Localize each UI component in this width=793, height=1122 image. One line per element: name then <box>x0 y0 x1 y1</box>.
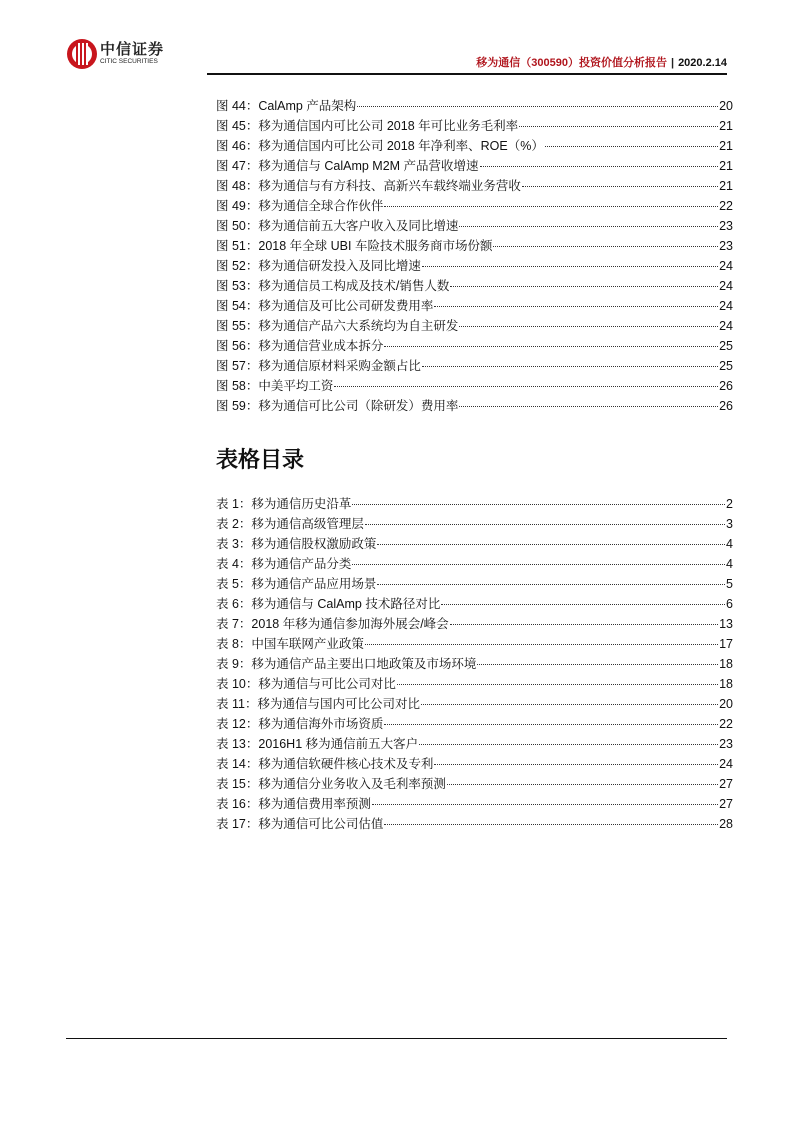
dot-leader <box>365 644 718 645</box>
toc-entry[interactable] <box>216 714 733 734</box>
toc-entry-label: 表 14：移为通信软硬件核心技术及专利 <box>216 757 434 771</box>
toc-entry[interactable] <box>216 674 733 694</box>
dot-leader <box>422 366 718 367</box>
toc-entry-page: 26 <box>719 399 733 413</box>
toc-entry-label: 图 51：2018 年全球 UBI 车险技术服务商市场份额 <box>216 239 493 253</box>
toc-entry[interactable] <box>216 196 733 216</box>
toc-entry-label: 表 7：2018 年移为通信参加海外展会/峰会 <box>216 617 449 631</box>
dot-leader <box>519 126 718 127</box>
dot-leader <box>459 406 718 407</box>
toc-entry[interactable] <box>216 514 733 534</box>
dot-leader <box>334 386 718 387</box>
dot-leader <box>459 226 718 227</box>
toc-entry-page: 27 <box>719 777 733 791</box>
dot-leader <box>372 804 718 805</box>
toc-entry[interactable] <box>216 116 733 136</box>
dot-leader <box>480 166 719 167</box>
toc-entry-label: 表 1：移为通信历史沿革 <box>216 497 352 511</box>
toc-entry-label: 图 56：移为通信营业成本拆分 <box>216 339 384 353</box>
page-header <box>476 54 727 70</box>
toc-entry-label: 表 16：移为通信费用率预测 <box>216 797 371 811</box>
toc-entry[interactable] <box>216 336 733 356</box>
header-rule <box>207 73 727 75</box>
dot-leader <box>434 306 718 307</box>
logo-cn-text: 中信证券 <box>100 41 165 59</box>
toc-entry[interactable] <box>216 534 733 554</box>
dot-leader <box>450 286 718 287</box>
toc-entry-page: 18 <box>719 657 733 671</box>
toc-entry[interactable] <box>216 614 733 634</box>
toc-entry-label: 图 53：移为通信员工构成及技术/销售人数 <box>216 279 450 293</box>
toc-entry[interactable] <box>216 734 733 754</box>
toc-entry-page: 25 <box>719 339 733 353</box>
toc-entry-page: 18 <box>719 677 733 691</box>
toc-entry-page: 20 <box>719 697 733 711</box>
toc-entry[interactable] <box>216 694 733 714</box>
toc-entry-label: 图 49：移为通信全球合作伙伴 <box>216 199 384 213</box>
toc-entry-page: 24 <box>719 299 733 313</box>
dot-leader <box>377 584 725 585</box>
toc-entry-page: 21 <box>719 179 733 193</box>
toc-entry-label: 图 47：移为通信与 CalAmp M2M 产品营收增速 <box>216 159 479 173</box>
toc-entry[interactable] <box>216 376 733 396</box>
dot-leader <box>522 186 718 187</box>
dot-leader <box>365 524 725 525</box>
toc-entry-page: 26 <box>719 379 733 393</box>
toc-entry-page: 24 <box>719 279 733 293</box>
toc-entry-label: 图 45：移为通信国内可比公司 2018 年可比业务毛利率 <box>216 119 519 133</box>
dot-leader <box>450 624 718 625</box>
toc-entry[interactable] <box>216 236 733 256</box>
toc-entry-label: 表 5：移为通信产品应用场景 <box>216 577 377 591</box>
toc-entry[interactable] <box>216 494 733 514</box>
toc-entry[interactable] <box>216 176 733 196</box>
toc-entry[interactable] <box>216 396 733 416</box>
toc-entry-page: 27 <box>719 797 733 811</box>
toc-entry-page: 22 <box>719 199 733 213</box>
toc-entry-page: 21 <box>719 119 733 133</box>
toc-entry-label: 图 55：移为通信产品六大系统均为自主研发 <box>216 319 459 333</box>
toc-entry[interactable] <box>216 574 733 594</box>
toc-entry[interactable] <box>216 136 733 156</box>
dot-leader <box>477 664 718 665</box>
toc-entry-page: 23 <box>719 219 733 233</box>
toc-entry-label: 图 46：移为通信国内可比公司 2018 年净利率、ROE（%） <box>216 139 544 153</box>
toc-entry-page: 28 <box>719 817 733 831</box>
toc-entry-label: 表 12：移为通信海外市场资质 <box>216 717 384 731</box>
toc-entry-page: 3 <box>726 517 733 531</box>
toc-entry[interactable] <box>216 356 733 376</box>
toc-entry-label: 图 59：移为通信可比公司（除研发）费用率 <box>216 399 459 413</box>
toc-entry-page: 22 <box>719 717 733 731</box>
dot-leader <box>357 106 718 107</box>
toc-entry-label: 表 2：移为通信高级管理层 <box>216 517 364 531</box>
toc-entry-page: 23 <box>719 737 733 751</box>
toc-entry-label: 图 52：移为通信研发投入及同比增速 <box>216 259 421 273</box>
toc-entry[interactable] <box>216 256 733 276</box>
dot-leader <box>384 206 718 207</box>
report-date: 2020.2.14 <box>678 57 727 69</box>
dot-leader <box>384 346 718 347</box>
dot-leader <box>384 724 718 725</box>
toc-entry[interactable] <box>216 296 733 316</box>
toc-entry-label: 表 3：移为通信股权激励政策 <box>216 537 377 551</box>
toc-entry-page: 24 <box>719 757 733 771</box>
dot-leader <box>545 146 718 147</box>
dot-leader <box>377 544 725 545</box>
toc-entry-label: 表 13：2016H1 移为通信前五大客户 <box>216 737 419 751</box>
toc-entry-label: 表 6：移为通信与 CalAmp 技术路径对比 <box>216 597 441 611</box>
toc-entry-label: 图 44：CalAmp 产品架构 <box>216 99 357 113</box>
toc-entry-page: 6 <box>726 597 733 611</box>
toc-entry[interactable] <box>216 754 733 774</box>
toc-entry-label: 表 8：中国车联网产业政策 <box>216 637 364 651</box>
dot-leader <box>421 704 718 705</box>
toc-entry-page: 5 <box>726 577 733 591</box>
toc-entry[interactable] <box>216 794 733 814</box>
toc-entry-label: 表 9：移为通信产品主要出口地政策及市场环境 <box>216 657 477 671</box>
dot-leader <box>352 564 725 565</box>
toc-entry-page: 21 <box>719 139 733 153</box>
citic-securities-logo <box>67 39 164 69</box>
dot-leader <box>493 246 718 247</box>
toc-entry-page: 20 <box>719 99 733 113</box>
dot-leader <box>434 764 718 765</box>
toc-entry[interactable] <box>216 276 733 296</box>
toc-entry[interactable] <box>216 316 733 336</box>
toc-entry-label: 表 15：移为通信分业务收入及毛利率预测 <box>216 777 446 791</box>
table-index <box>216 494 733 834</box>
toc-entry-page: 21 <box>719 159 733 173</box>
toc-entry[interactable] <box>216 594 733 614</box>
dot-leader <box>352 504 725 505</box>
logo-en-text: CITIC SECURITIES <box>100 58 158 66</box>
toc-entry-page: 2 <box>726 497 733 511</box>
toc-entry[interactable] <box>216 156 733 176</box>
toc-entry-page: 4 <box>726 557 733 571</box>
tables-section-title: 表格目录 <box>216 447 305 472</box>
toc-entry-page: 24 <box>719 259 733 273</box>
toc-entry-page: 25 <box>719 359 733 373</box>
toc-entry-page: 24 <box>719 319 733 333</box>
toc-entry[interactable] <box>216 96 733 116</box>
dot-leader <box>447 784 718 785</box>
toc-entry-label: 表 4：移为通信产品分类 <box>216 557 352 571</box>
dot-leader <box>441 604 725 605</box>
toc-entry-label: 图 54：移为通信及可比公司研发费用率 <box>216 299 434 313</box>
toc-entry[interactable] <box>216 774 733 794</box>
dot-leader <box>459 326 718 327</box>
toc-entry-page: 13 <box>719 617 733 631</box>
toc-entry[interactable] <box>216 634 733 654</box>
citic-logo-icon <box>67 39 97 69</box>
toc-entry-label: 图 48：移为通信与有方科技、高新兴车载终端业务营收 <box>216 179 521 193</box>
figure-index <box>216 96 733 416</box>
toc-entry-page: 17 <box>719 637 733 651</box>
toc-entry[interactable] <box>216 654 733 674</box>
toc-entry-label: 图 57：移为通信原材料采购金额占比 <box>216 359 421 373</box>
dot-leader <box>422 266 718 267</box>
footer-rule <box>66 1038 727 1039</box>
report-title: 移为通信（300590）投资价值分析报告 <box>476 57 667 69</box>
toc-entry[interactable] <box>216 216 733 236</box>
toc-entry-label: 表 11：移为通信与国内可比公司对比 <box>216 697 420 711</box>
dot-leader <box>384 824 718 825</box>
dot-leader <box>397 684 718 685</box>
toc-entry-label: 表 10：移为通信与可比公司对比 <box>216 677 396 691</box>
toc-entry-label: 图 58：中美平均工资 <box>216 379 334 393</box>
toc-entry[interactable] <box>216 554 733 574</box>
toc-entry-page: 4 <box>726 537 733 551</box>
dot-leader <box>419 744 718 745</box>
toc-entry-label: 图 50：移为通信前五大客户收入及同比增速 <box>216 219 459 233</box>
header-separator: | <box>670 57 675 69</box>
toc-entry-page: 23 <box>719 239 733 253</box>
toc-entry[interactable] <box>216 814 733 834</box>
toc-entry-label: 表 17：移为通信可比公司估值 <box>216 817 384 831</box>
